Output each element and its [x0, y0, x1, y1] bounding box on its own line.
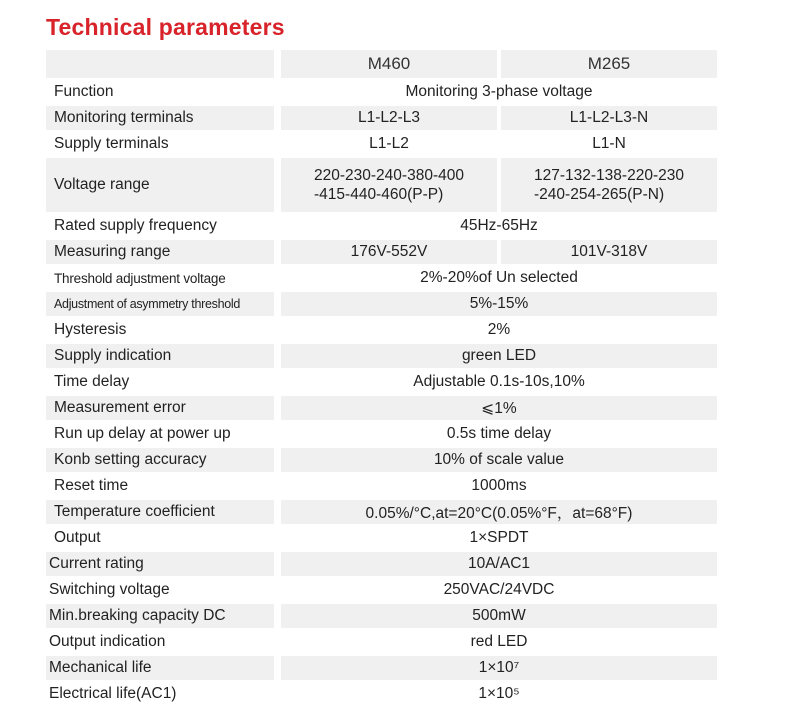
row-label: Output [54, 529, 101, 546]
table-row-hysteresis [46, 318, 717, 342]
table-row-min-breaking-capacity [46, 604, 717, 628]
row-label: Switching voltage [49, 581, 170, 598]
page-title: Technical parameters [46, 14, 285, 40]
row-label: Time delay [54, 373, 130, 390]
row-label: Electrical life(AC1) [49, 685, 177, 702]
row-value: 500mW [281, 604, 717, 628]
row-label: Voltage range [46, 158, 274, 212]
row-value: 2% [487, 321, 511, 338]
row-value: Adjustable 0.1s-10s,10% [413, 373, 585, 390]
row-label: Temperature coefficient [46, 500, 274, 524]
table-row-rated-supply-frequency [46, 214, 717, 238]
row-value: Monitoring 3-phase voltage [405, 83, 593, 100]
table-row-supply-terminals [46, 132, 717, 156]
row-value: 250VAC/24VDC [443, 581, 555, 598]
table-row-mechanical-life [46, 656, 717, 680]
m460-value: 176V-552V [281, 240, 497, 264]
m460-value: L1-L2 [369, 135, 409, 152]
row-value: 1×10⁷ [281, 656, 717, 680]
m265-value [501, 158, 717, 212]
row-label: Current rating [46, 552, 274, 576]
row-label: Supply terminals [54, 135, 169, 152]
row-label: Function [54, 83, 114, 100]
row-label: Hysteresis [54, 321, 127, 338]
row-value: 10% of scale value [281, 448, 717, 472]
row-value: 5%-15% [281, 292, 717, 316]
table-row-voltage-range [46, 158, 717, 212]
row-label: Reset time [54, 477, 129, 494]
table-header-row [46, 50, 717, 78]
table-row-electrical-life [46, 682, 717, 706]
row-value: 0.05%/°C,at=20°C(0.05%°F，at=68°F) [281, 500, 717, 524]
m265-voltage-line-1: 127-132-138-220-230 [534, 167, 684, 184]
table-row-reset-time [46, 474, 717, 498]
table-row-measuring-range [46, 240, 717, 264]
m460-voltage-line-1: 220-230-240-380-400 [314, 167, 464, 184]
row-value: 10A/AC1 [281, 552, 717, 576]
table-row-threshold-adjustment [46, 266, 717, 290]
table-row-supply-indication [46, 344, 717, 368]
row-value: 0.5s time delay [446, 425, 552, 442]
row-label: Min.breaking capacity DC [46, 604, 274, 628]
row-value: red LED [470, 633, 528, 650]
m460-value: L1-L2-L3 [281, 106, 497, 130]
m265-value: 101V-318V [501, 240, 717, 264]
row-value: 1×SPDT [469, 529, 529, 546]
row-label: Measuring range [46, 240, 274, 264]
table-row-temperature-coefficient [46, 500, 717, 524]
row-label: Threshold adjustment voltage [54, 270, 226, 286]
model-header-m460: M460 [281, 50, 497, 78]
spec-table [46, 50, 717, 708]
row-label: Rated supply frequency [54, 217, 217, 234]
table-row-output-indication [46, 630, 717, 654]
table-row-function [46, 80, 717, 104]
table-row-knob-setting-accuracy [46, 448, 717, 472]
row-label: Measurement error [46, 396, 274, 420]
m265-value: L1-L2-L3-N [501, 106, 717, 130]
row-value: 2%-20%of Un selected [420, 269, 578, 286]
m460-voltage-line-2: -415-440-460(P-P) [314, 186, 444, 203]
table-row-switching-voltage [46, 578, 717, 602]
row-label: Supply indication [46, 344, 274, 368]
table-row-asymmetry-threshold [46, 292, 717, 316]
row-value: 1×10⁵ [478, 685, 520, 702]
m265-voltage-line-2: -240-254-265(P-N) [534, 186, 665, 203]
row-value: 45Hz-65Hz [460, 217, 538, 234]
header-blank-cell [46, 50, 274, 78]
table-row-monitoring-terminals [46, 106, 717, 130]
table-row-time-delay [46, 370, 717, 394]
row-label: Konb setting accuracy [46, 448, 274, 472]
row-label: Mechanical life [46, 656, 274, 680]
model-header-m265: M265 [501, 50, 717, 78]
row-label: Monitoring terminals [46, 106, 274, 130]
row-value: 1000ms [471, 477, 527, 494]
row-value: ⩽1% [281, 396, 717, 420]
m460-value [281, 158, 497, 212]
row-label: Run up delay at power up [54, 425, 231, 442]
m265-value: L1-N [592, 135, 626, 152]
table-row-measurement-error [46, 396, 717, 420]
row-label: Adjustment of asymmetry threshold [46, 292, 274, 316]
table-row-run-up-delay [46, 422, 717, 446]
table-row-current-rating [46, 552, 717, 576]
row-value: green LED [281, 344, 717, 368]
row-label: Output indication [49, 633, 166, 650]
table-row-output [46, 526, 717, 550]
